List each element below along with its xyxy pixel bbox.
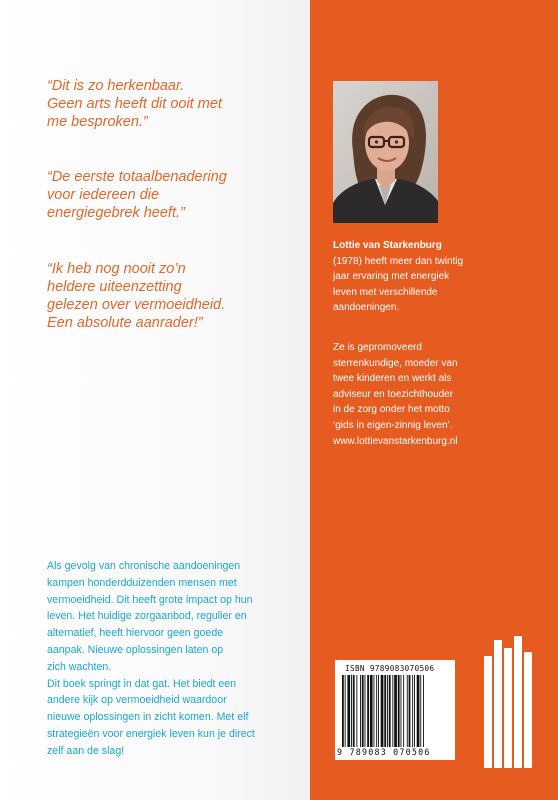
description-line: Dit boek springt in dat gat. Het biedt een — [47, 677, 237, 690]
bio-line: aandoeningen. — [333, 302, 400, 314]
bio-line: jaar ervaring met energiek — [333, 271, 450, 283]
barcode-bar — [403, 675, 404, 747]
quote-1-line: “Dit is zo herkenbaar. — [47, 78, 185, 94]
description-line: nieuwe oplossingen in zicht komen. Met elf — [47, 711, 249, 724]
description-line: Als gevolg van chronische aandoeningen — [47, 560, 241, 572]
isbn-digits: 9 789083 070506 — [337, 747, 431, 757]
barcode-bar — [370, 675, 373, 747]
barcode-bar — [384, 675, 386, 747]
publisher-logo — [478, 636, 540, 776]
quote-1-line: me besproken.” — [47, 114, 148, 130]
barcode-bar — [420, 675, 421, 747]
barcode-bar — [387, 675, 388, 747]
description-line: zelf aan de slag! — [47, 744, 125, 757]
barcode-bar — [407, 675, 408, 747]
barcode-bar — [423, 675, 424, 747]
quote-1-line: Geen arts heeft dit ooit met — [47, 96, 222, 112]
barcode-bar — [409, 675, 411, 747]
description-line: strategieën voor energiek leven kun je direct — [47, 727, 255, 740]
barcode-bar — [362, 675, 364, 747]
bio-line: twee kinderen en werkt als — [333, 373, 452, 385]
bio-line: ‘gids in eigen-zinnig leven’. — [333, 419, 453, 431]
barcode-bar — [389, 675, 391, 747]
description-line: aanpak. Nieuwe oplossingen laten op — [47, 643, 224, 656]
barcode-bar — [342, 675, 344, 747]
author-bio-details — [333, 340, 548, 449]
bio-line: in de zorg onder het motto — [333, 404, 450, 416]
barcode-bar — [353, 675, 355, 747]
quote-2 — [47, 168, 297, 222]
description-line: andere kijk op vermoeidheid waardoor — [47, 694, 227, 707]
barcode-bar — [392, 675, 393, 747]
book-description — [47, 558, 309, 760]
barcode-bar — [367, 675, 369, 747]
bio-line: adviseur en toezichthouder — [333, 388, 454, 400]
barcode-bar — [360, 675, 361, 747]
bio-line: Ze is gepromoveerd — [333, 342, 422, 353]
quote-2-line: energiegebrek heeft.” — [47, 205, 185, 221]
description-line: kampen honderdduizenden mensen met — [47, 576, 237, 589]
barcode-bar — [376, 675, 377, 747]
quote-2-line: “De eerste totaalbenadering — [47, 169, 227, 185]
author-bio-intro — [333, 238, 548, 316]
barcode-bar — [374, 675, 375, 747]
description-line: alternatief, heeft hiervoor geen goede — [47, 627, 224, 640]
quote-3 — [47, 260, 297, 332]
quote-3-line: “Ik heb nog nooit zo’n — [47, 261, 186, 277]
barcode-bar — [394, 675, 397, 747]
quote-2-line: voor iedereen die — [47, 187, 160, 203]
bio-line: leven met verschillende — [333, 286, 438, 298]
quote-1 — [47, 77, 297, 131]
barcode-bar — [365, 675, 366, 747]
barcode-bar — [401, 675, 402, 747]
barcode-bar — [398, 675, 400, 747]
bio-line: sterrenkundige, moeder van — [333, 357, 458, 369]
barcode-bar — [417, 675, 420, 747]
barcode-bar — [347, 675, 350, 747]
barcode-bar — [414, 675, 415, 747]
author-photo — [333, 81, 438, 223]
portrait-icon — [333, 81, 438, 223]
quote-3-line: Een absolute aanrader!” — [47, 315, 203, 331]
barcode-bars — [342, 675, 448, 747]
barcode-bar — [345, 675, 346, 747]
barcode-bar — [378, 675, 379, 747]
bio-line: (1978) heeft meer dan twintig — [333, 255, 464, 267]
author-website: www.lottievanstarkenburg.nl — [333, 435, 458, 447]
barcode-bar — [412, 675, 413, 747]
isbn-label: ISBN 9789083070506 — [345, 664, 435, 673]
quote-3-line: gelezen over vermoeidheid. — [47, 297, 226, 313]
description-line: leven. Het huidige zorgaanbod, regulier en — [47, 610, 247, 623]
barcode-bar — [381, 675, 384, 747]
quote-3-line: heldere uiteenzetting — [47, 279, 182, 295]
barcode-bar — [356, 675, 357, 747]
description-line: zich wachten. — [47, 660, 112, 673]
barcode-bar — [351, 675, 352, 747]
description-line: vermoeidheid. Dit heeft grote impact op hun — [47, 593, 253, 606]
author-name: Lottie van Starkenburg — [333, 240, 442, 251]
